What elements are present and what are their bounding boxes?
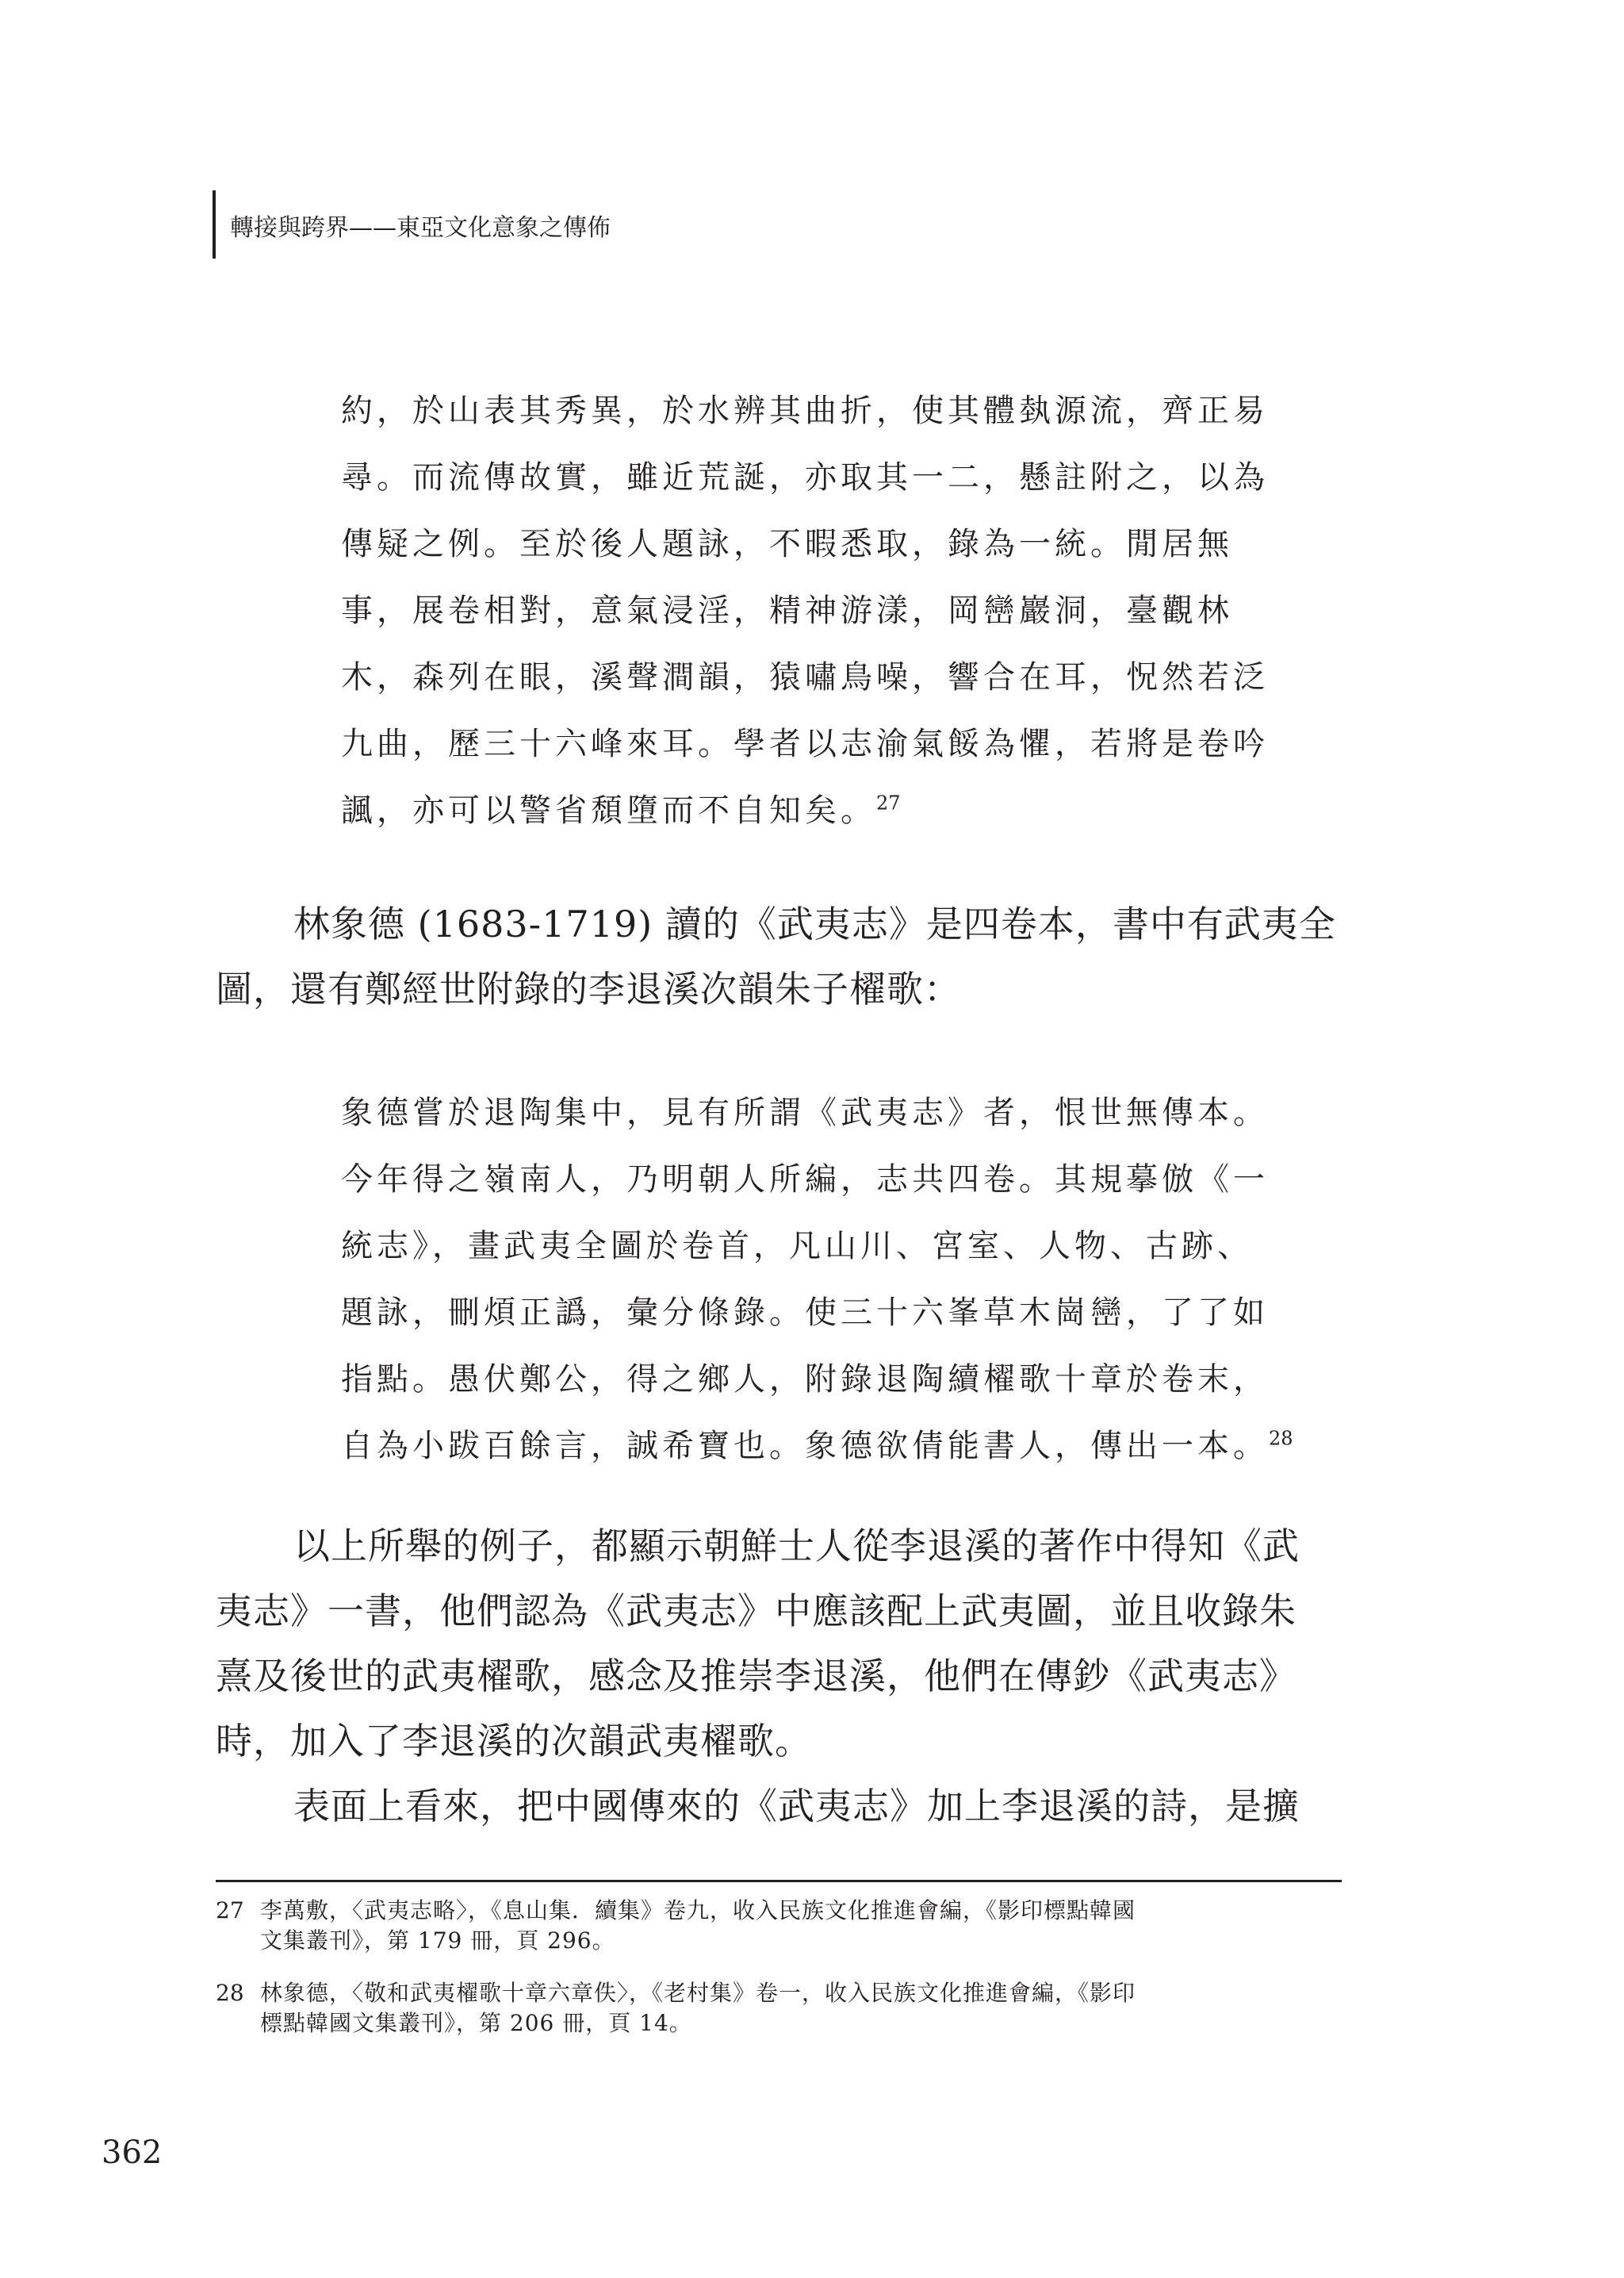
paragraph-3 [216,1774,1342,1839]
running-head: 轉接與跨界——東亞文化意象之傳佈 [230,214,611,242]
footnote-line: 文集叢刊》，第 179 冊，頁 296。 [260,1927,615,1954]
footnote-28 [216,1978,1342,2038]
footnote-ref-27[interactable]: 27 [876,792,901,815]
paragraph-line: 林象德 (1683-1719) 讀的《武夷志》是四卷本，書中有武夷全 [293,903,1336,945]
footnote-ref-28[interactable]: 28 [1269,1427,1293,1450]
paragraph-line: 熹及後世的武夷櫂歌，感念及推崇李退溪，他們在傳鈔《武夷志》 [216,1655,1297,1697]
page-number: 362 [102,2134,163,2171]
quote-line: 九曲，歷三十六峰來耳。學者以志渝氣餒為懼，若將是卷吟 [341,726,1269,762]
footnote-rule [216,1880,1342,1882]
header-rule [213,190,216,259]
paragraph-line: 圖，還有鄭經世附錄的李退溪次韻朱子櫂歌： [216,968,961,1011]
quote-line: 事，展卷相對，意氣浸淫，精神游漾，岡巒巖洞，臺觀林 [341,593,1233,629]
footnote-line: 李萬敷，〈武夷志略〉，《息山集．續集》卷九，收入民族文化推進會編，《影印標點韓國 [260,1897,1136,1923]
quote-line: 指點。愚伏鄭公，得之鄉人，附錄退陶續櫂歌十章於卷末， [341,1361,1269,1398]
footnote-27 [216,1896,1342,1956]
quote-line: 象德嘗於退陶集中，見有所謂《武夷志》者，恨世無傳本。 [341,1095,1269,1131]
quote-line: 統志》，畫武夷全圖於卷首，凡山川、宮室、人物、古跡、 [341,1228,1253,1264]
quote-line: 木，森列在眼，溪聲澗韻，猿嘯鳥噪，響合在耳，怳然若泛 [341,659,1269,696]
paragraph-2 [216,1513,1342,1774]
paragraph-1 [216,892,1342,1022]
quote-line-text: 諷，亦可以警省頹墮而不自知矣。 [341,792,876,829]
quote-line-last [341,777,1340,844]
footnote-line: 林象德，〈敬和武夷櫂歌十章六章佚〉，《老村集》卷一，收入民族文化推進會編，《影印 [260,1980,1136,2006]
footnote-number: 28 [216,1980,244,2006]
block-quote-1 [341,378,1340,844]
quote-line: 傳疑之例。至於後人題詠，不暇悉取，錄為一統。閒居無 [341,526,1233,562]
footnote-line: 標點韓國文集叢刊》，第 206 冊，頁 14。 [260,2010,692,2036]
quote-line-last [341,1413,1340,1479]
quote-line: 今年得之嶺南人，乃明朝人所編，志共四卷。其規摹倣《一 [341,1161,1269,1198]
footnote-number: 27 [216,1897,244,1923]
paragraph-line: 夷志》一書，他們認為《武夷志》中應該配上武夷圖，並且收錄朱 [216,1590,1297,1632]
block-quote-2 [341,1080,1340,1479]
paragraph-line: 時，加入了李退溪的次韻武夷櫂歌。 [216,1720,812,1762]
paragraph-line: 以上所舉的例子，都顯示朝鮮士人從李退溪的著作中得知《武 [293,1524,1300,1567]
paragraph-line: 表面上看來，把中國傳來的《武夷志》加上李退溪的詩，是擴 [293,1785,1300,1827]
quote-line: 約，於山表其秀異，於水辨其曲折，使其體埶源流，齊正易 [341,393,1269,429]
quote-line: 尋。而流傳故實，雖近荒誕，亦取其一二，懸註附之，以為 [341,459,1269,496]
quote-line-text: 自為小跋百餘言，誠希寶也。象德欲倩能書人，傳出一本。 [341,1428,1269,1464]
quote-line: 題詠，刪煩正譌，彙分條錄。使三十六峯草木崗巒，了了如 [341,1294,1269,1331]
